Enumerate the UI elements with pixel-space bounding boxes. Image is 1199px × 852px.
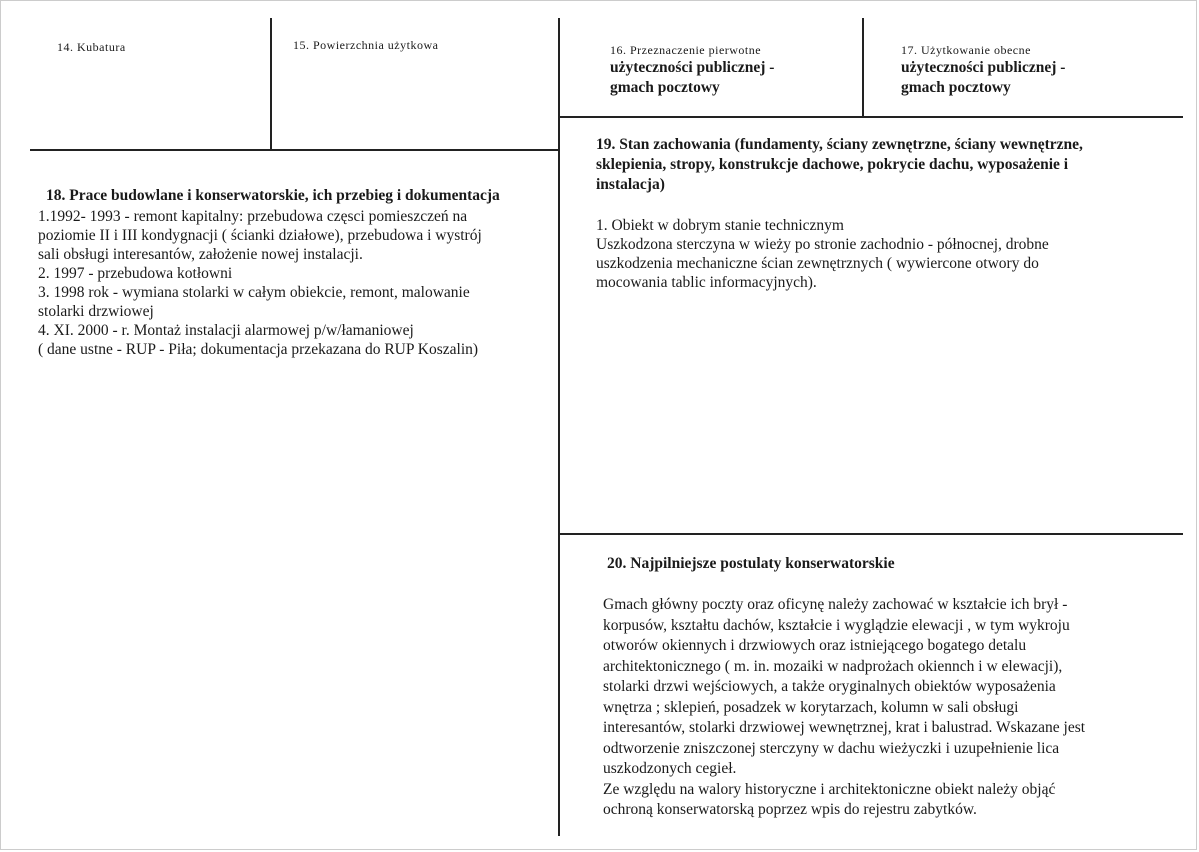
field-20-line: Gmach główny poczty oraz oficynę należy zachować w kształcie ich brył - [603,596,1068,613]
field-19-title-line: 19. Stan zachowania (fundamenty, ściany zewnętrzne, ściany wewnętrzne, [596,136,1083,153]
field-19-title-line: sklepienia, stropy, konstrukcje dachowe, pokrycie dachu, wyposażenie i [596,156,1069,173]
field-18-line: stolarki drzwiowej [38,303,154,320]
field-18-line: ( dane ustne - RUP - Piła; dokumentacja przekazana do RUP Koszalin) [38,341,479,358]
divider-h-right-top [558,116,1183,118]
field-20-line: Ze względu na walory historyczne i architektoniczne obiekt należy objąć [603,780,1056,798]
divider-h-right-mid [558,533,1183,535]
field-17-value-line2: gmach pocztowy [901,79,1011,96]
divider-v-16-17 [862,18,864,117]
field-18-body [38,207,553,359]
field-18-line: sali obsługi interesantów, założenie nowej instalacji. [38,246,363,263]
field-14-label: 14. Kubatura [57,40,126,54]
field-19-body [596,216,1049,292]
field-18-title: 18. Prace budowlane i konserwatorskie, ich przebieg i dokumentacja [46,187,500,204]
field-15-label: 15. Powierzchnia użytkowa [293,38,439,52]
field-19-line: uszkodzenia mechaniczne ścian zewnętrznych ( wywiercone otwory do [596,255,1039,272]
divider-v-main [558,18,560,836]
field-18-line: 1.1992- 1993 - remont kapitalny: przebudowa częsci pomieszczeń na [38,208,468,225]
field-17-label: 17. Użytkowanie obecne [901,43,1031,57]
field-20-body [603,595,1085,821]
field-20-line: ochroną konserwatorską poprzez wpis do rejestru zabytków. [603,801,977,818]
field-20-line: architektonicznego ( m. in. mozaiki w nadprożach okiennch i w elewacji), [603,657,1063,675]
field-16-value-line2: gmach pocztowy [610,79,720,96]
field-18-line: 2. 1997 - przebudowa kotłowni [38,265,233,282]
field-18-line: 3. 1998 rok - wymiana stolarki w całym obiekcie, remont, malowanie [38,284,470,301]
field-20-line: korpusów, kształtu dachów, kształcie i wyglądzie elewacji , w tym wykroju [603,616,1070,634]
field-20-line: uszkodzonych cegieł. [603,760,737,777]
field-20-line: wnętrza ; sklepień, posadzek w korytarzach, kolumn w sali obsługi [603,698,1019,716]
field-20-line: interesantów, stolarki drzwiowej wewnętrznej, krat i balustrad. Wskazane jest [603,719,1086,736]
field-19-title-line: instalacja) [596,176,665,193]
field-19-line: 1. Obiekt w dobrym stanie technicznym [596,217,844,234]
field-19-line: mocowania tablic informacyjnych). [596,274,817,291]
field-17-value-line1: użyteczności publicznej - [901,59,1066,76]
field-20-title: 20. Najpilniejsze postulaty konserwatorskie [607,555,895,572]
field-20-line: otworów okiennych i drzwiowych oraz istniejącego bogatego detalu [603,637,1027,654]
field-20-line: odtworzenie zniszczonej sterczyny w dachu wieżyczki i uzupełnienie lica [603,739,1060,757]
field-20-line: stolarki drzwi wejściowych, a także oryginalnych obiektów wyposażenia [603,678,1056,695]
divider-h-left [30,149,559,151]
field-19-line: Uszkodzona sterczyna w wieży po stronie zachodnio - północnej, drobne [596,236,1049,253]
field-19-title [596,135,1083,195]
field-16-value-line1: użyteczności publicznej - [610,59,775,76]
field-16-label: 16. Przeznaczenie pierwotne [610,43,762,57]
divider-v-14-15 [270,18,272,150]
field-18-line: poziomie II i III kondygnacji ( ścianki działowe), przebudowa i wystrój [38,227,482,244]
field-18-line: 4. XI. 2000 - r. Montaż instalacji alarmowej p/w/łamaniowej [38,322,414,339]
